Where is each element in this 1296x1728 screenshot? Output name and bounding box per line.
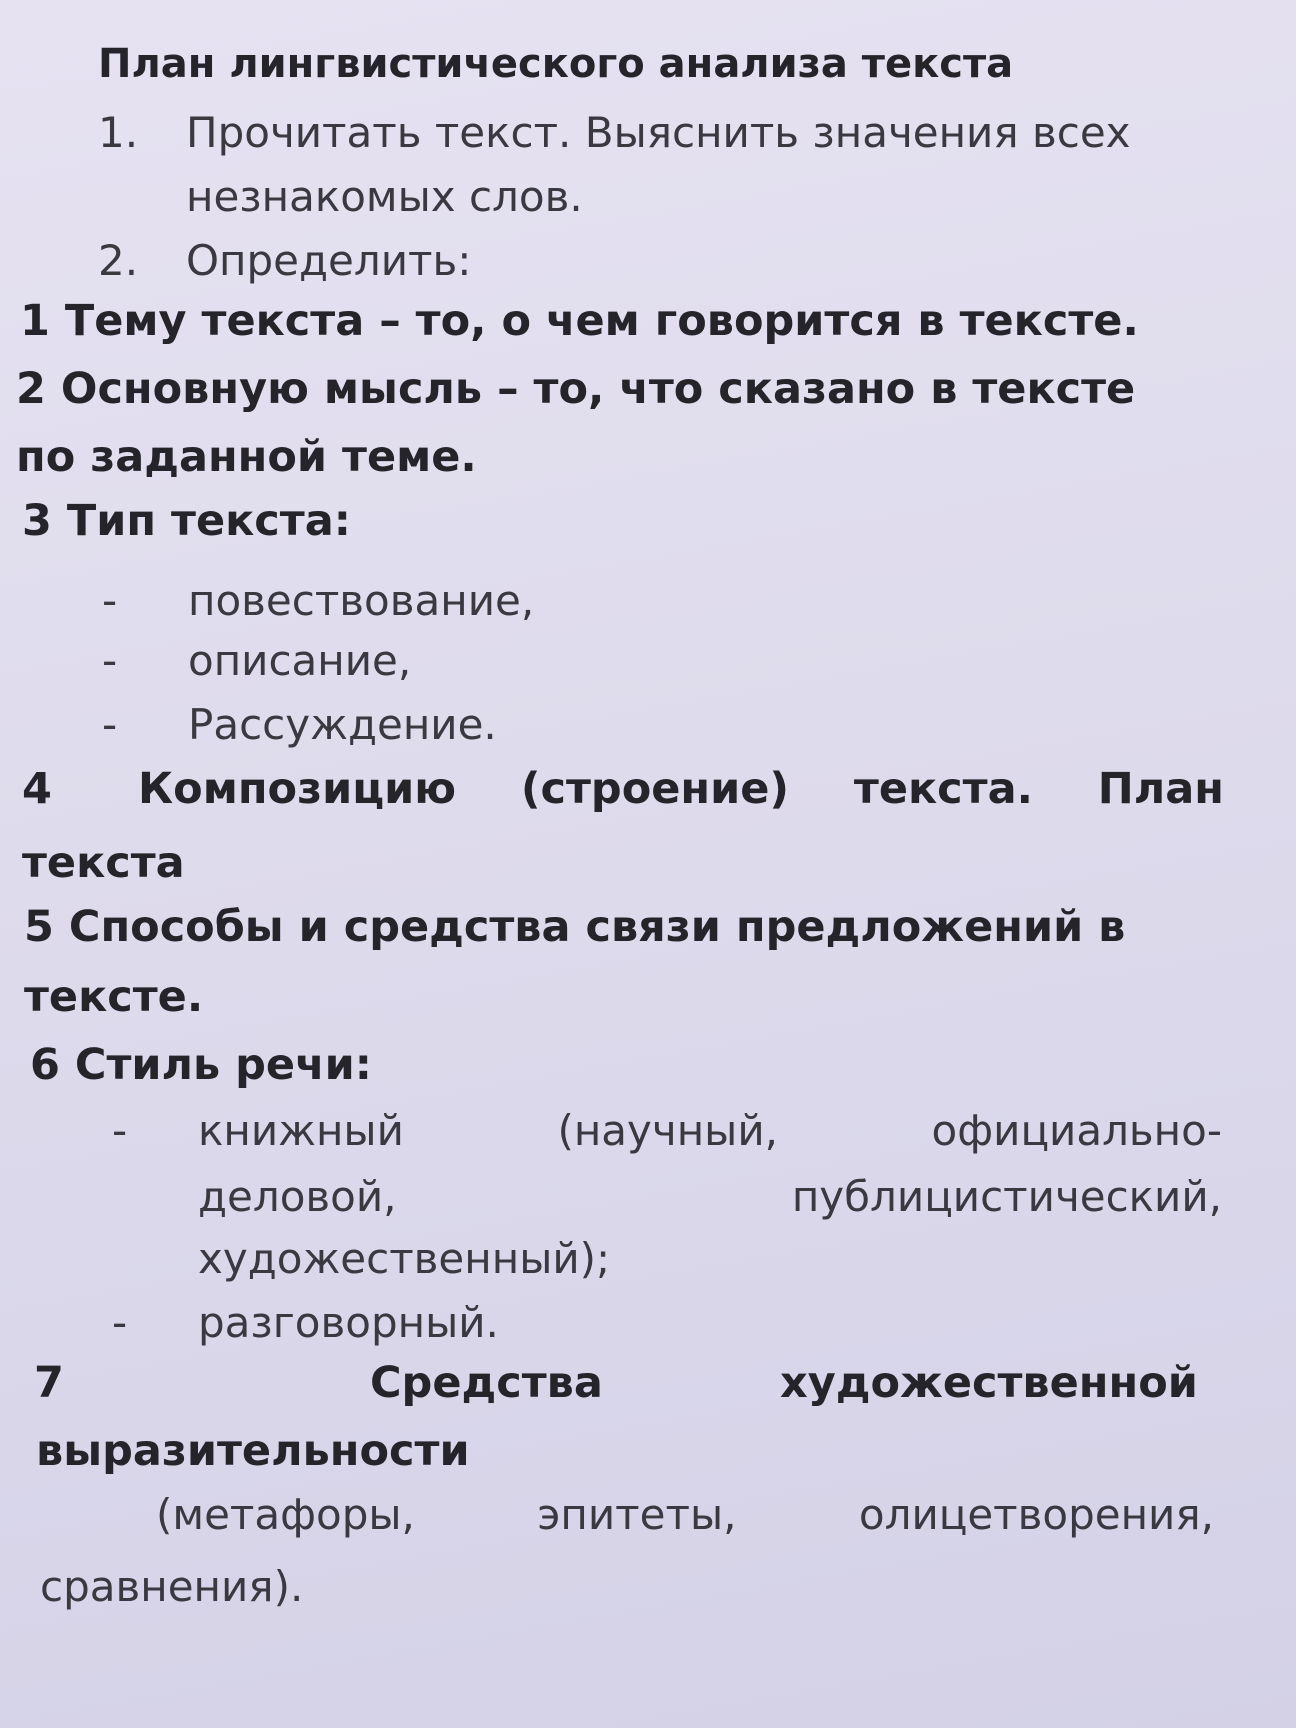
item-2-line1: 2 Основную мысль – то, что сказано в тексте	[16, 364, 1136, 414]
style-word: книжный	[198, 1106, 404, 1155]
item-7-line3	[156, 1490, 1214, 1539]
style-list-item-2: разговорный.	[198, 1298, 499, 1347]
document-title: План лингвистического анализа текста	[98, 41, 1014, 87]
style-word: публицистический,	[791, 1172, 1222, 1221]
item-5-line1: 5 Способы и средства связи предложений в	[24, 902, 1126, 952]
item-4-line1	[138, 764, 1224, 814]
type-list-item: повествование,	[188, 576, 535, 625]
item-4-word: Композицию	[138, 764, 457, 814]
item-7-line2: выразительности	[36, 1426, 470, 1476]
style-word: (научный,	[557, 1106, 778, 1155]
item-3-type: 3 Тип текста:	[22, 496, 351, 546]
style-list-item-1-line2	[198, 1172, 1222, 1221]
item-4-word: (строение)	[520, 764, 790, 814]
style-list-item-1-line3: художественный);	[198, 1234, 611, 1283]
style-list-dash: -	[112, 1298, 128, 1347]
step-2-number: 2.	[98, 236, 139, 285]
type-list-dash: -	[102, 700, 118, 749]
step-1-text-line2: незнакомых слов.	[186, 172, 583, 221]
step-1-number: 1.	[98, 108, 139, 157]
item-4-word: План	[1097, 764, 1224, 814]
item-4-number: 4	[22, 764, 52, 814]
type-list-dash: -	[102, 636, 118, 685]
style-word: официально-	[931, 1106, 1222, 1155]
item-7-example: (метафоры,	[156, 1490, 415, 1539]
item-2-line2: по заданной теме.	[16, 432, 477, 482]
step-2-text: Определить:	[186, 236, 472, 285]
item-5-line2: тексте.	[24, 972, 204, 1022]
item-7-example: олицетворения,	[858, 1490, 1214, 1539]
style-word: деловой,	[198, 1172, 397, 1221]
style-list-item-1-line1	[198, 1106, 1222, 1155]
item-1-theme: 1 Тему текста – то, о чем говорится в тексте.	[20, 296, 1139, 346]
type-list-item: Рассуждение.	[188, 700, 497, 749]
item-7-line4: сравнения).	[40, 1562, 304, 1611]
step-1-text-line1: Прочитать текст. Выяснить значения всех	[186, 108, 1131, 157]
item-7-word: Средства	[370, 1358, 603, 1408]
style-list-dash: -	[112, 1106, 128, 1155]
item-7-example: эпитеты,	[537, 1490, 737, 1539]
type-list-dash: -	[102, 576, 118, 625]
item-7-word: художественной	[780, 1358, 1198, 1408]
item-6-style: 6 Стиль речи:	[30, 1040, 372, 1090]
item-4-word: текста.	[853, 764, 1033, 814]
item-4-line2: текста	[22, 838, 185, 888]
item-7-number: 7	[34, 1358, 64, 1408]
type-list-item: описание,	[188, 636, 412, 685]
